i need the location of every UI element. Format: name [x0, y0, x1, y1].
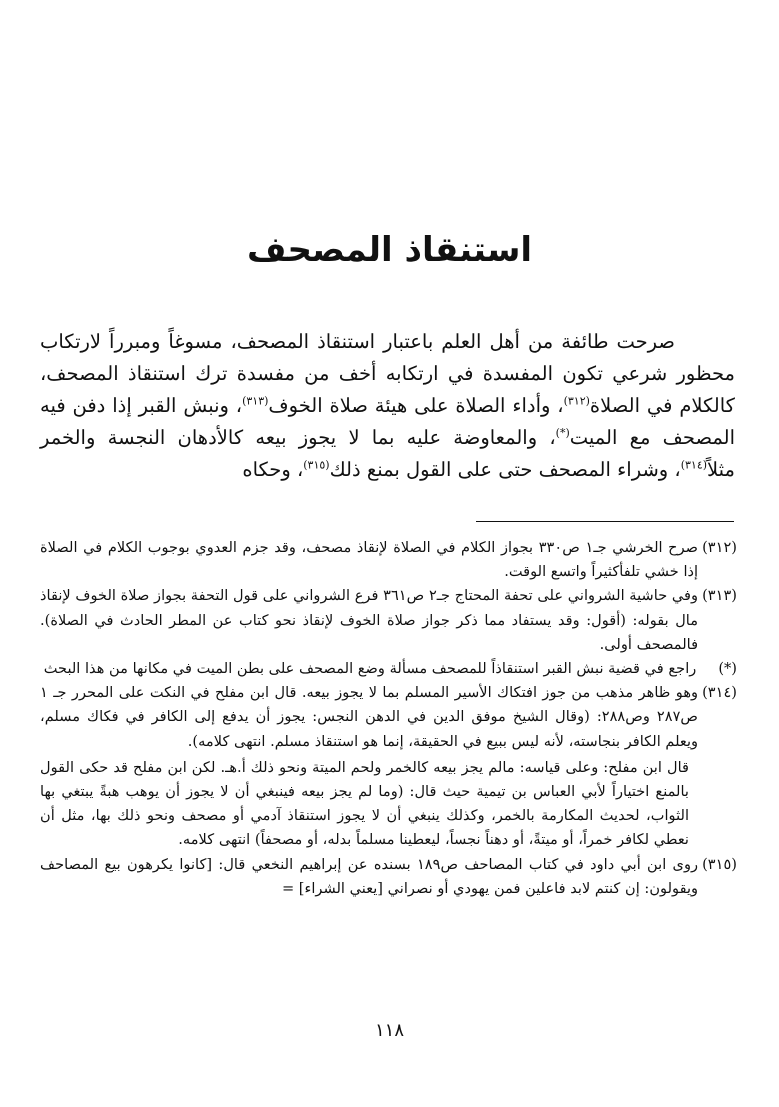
footnote-number: (٣١٢) [702, 539, 737, 556]
body-segment: ، ونبش القبر إذا دفن فيه المصحف مع الميت [40, 394, 735, 449]
footnote-ref[interactable]: (*) [555, 426, 570, 440]
footnote-ref[interactable]: (٣١٤) [680, 458, 708, 472]
footnote-314 [40, 681, 737, 754]
footnote-number: (٣١٥) [702, 855, 737, 873]
footnote-number: (٣١٤) [702, 684, 737, 702]
footnote-ref[interactable]: (٣١٢) [563, 394, 590, 408]
body-segment: ، وحكاه [242, 458, 304, 481]
main-paragraph [40, 326, 735, 486]
footnote-text: وهو ظاهر مذهب من جوز افتكاك الأسير المسلم بما لا يجوز بيعه. قال ابن مفلح في النكت على المحرر جـ ١ ص٢٨٧ وص٢٨٨: (وقال الشيخ موفق الدين في الدهن النجس: يجوز أن يدفع إلى الكافر في فكاك مسلم، ويعلم الكافر بنجاسته، لأنه ليس ببيع في الحقيقة، إنما هو استنقاذ مسلم. انتهى كلامه). [40, 684, 699, 750]
footnote-315 [40, 853, 737, 901]
footnote-313 [40, 584, 737, 657]
body-segment: ، والمعاوضة عليه بما لا يجوز بيعه كالأدهان النجسة والخمر مثلاً [40, 426, 735, 481]
footnote-ref[interactable]: (٣١٥) [303, 458, 330, 472]
footnote-312 [40, 536, 737, 584]
footnote-text: وفي حاشية الشرواني على تحفة المحتاج جـ٢ ص٣٦١ فرع الشرواني على قول التحفة بجواز صلاة الخوف لإنقاذ مال بقوله: (أقول: وقد يستفاد مما ذكر جواز صلاة الخوف لإنقاذ نحو كتاب عن المطر الحادث في الصلاة). فالمصحف أولى. [40, 587, 699, 653]
footnote-text: صرح الخرشي جـ١ ص٣٣٠ بجواز الكلام في الصلاة لإنقاذ مصحف، وقد جزم العدوي بوجوب الكلام في الصلاة إذا خشي تلفأكثيراً واتسع الوقت. [40, 539, 699, 581]
footnote-text: راجع في قضية نبش القبر استنقاذاً للمصحف مسألة وضع المصحف على بطن الميت في مكانها من هذا البحث [43, 660, 697, 678]
footnote-number: (٣١٣) [702, 587, 737, 605]
footnote-divider [476, 521, 734, 522]
footnote-star [40, 657, 737, 681]
paragraph-text [40, 326, 735, 486]
footnote-text: روى ابن أبي داود في كتاب المصاحف ص١٨٩ بسنده عن إبراهيم النخعي قال: [كانوا يكرهون بيع المصاحف ويقولون: إن كنتم لابد فاعلين فمن يهودي أو نصراني [يعني الشراء] = [40, 855, 699, 897]
footnote-continuation: قال ابن مفلح: وعلى قياسه: مالم يجز بيعه كالخمر ولحم الميتة ونحو ذلك أ.هـ. لكن ابن مفلح قد حكى القول بالمنع اختياراً لأبي العباس بن تيمية حيث قال: (وما لم يجز بيعه فينبغي أن لا يجوز أن يوهب هبةً يبتغي بها الثواب، لحديث المكارمة بالخمر، وكذلك ينبغي أن لا يجوز استنقاذ آدمي أو مصحف ونحو ذلك بها، مثل أن نعطي لكافر خمراً، أو ميتةً، أو دهناً نجساً، ليعطينا مسلماً بدله، أو مصحفاً) انتهى كلامه. [40, 758, 689, 849]
footnote-number: (*) [718, 660, 737, 678]
body-segment: صرحت طائفة من أهل العلم باعتبار استنقاذ المصحف، مسوغاً ومبرراً لارتكاب محظور شرعي تكون المفسدة في ارتكابه أخف من مفسدة ترك استنقاذ المصحف، كالكلام في الصلاة [40, 330, 735, 417]
page-title: استنقاذ المصحف [246, 230, 533, 270]
page-number: ١١٨ [374, 1020, 404, 1041]
footnote-ref[interactable]: (٣١٣) [242, 394, 269, 408]
footnotes [40, 536, 737, 901]
body-segment: ، وشراء المصحف حتى على القول بمنع ذلك [329, 458, 681, 481]
body-segment: ، وأداء الصلاة على هيئة صلاة الخوف [268, 394, 564, 417]
